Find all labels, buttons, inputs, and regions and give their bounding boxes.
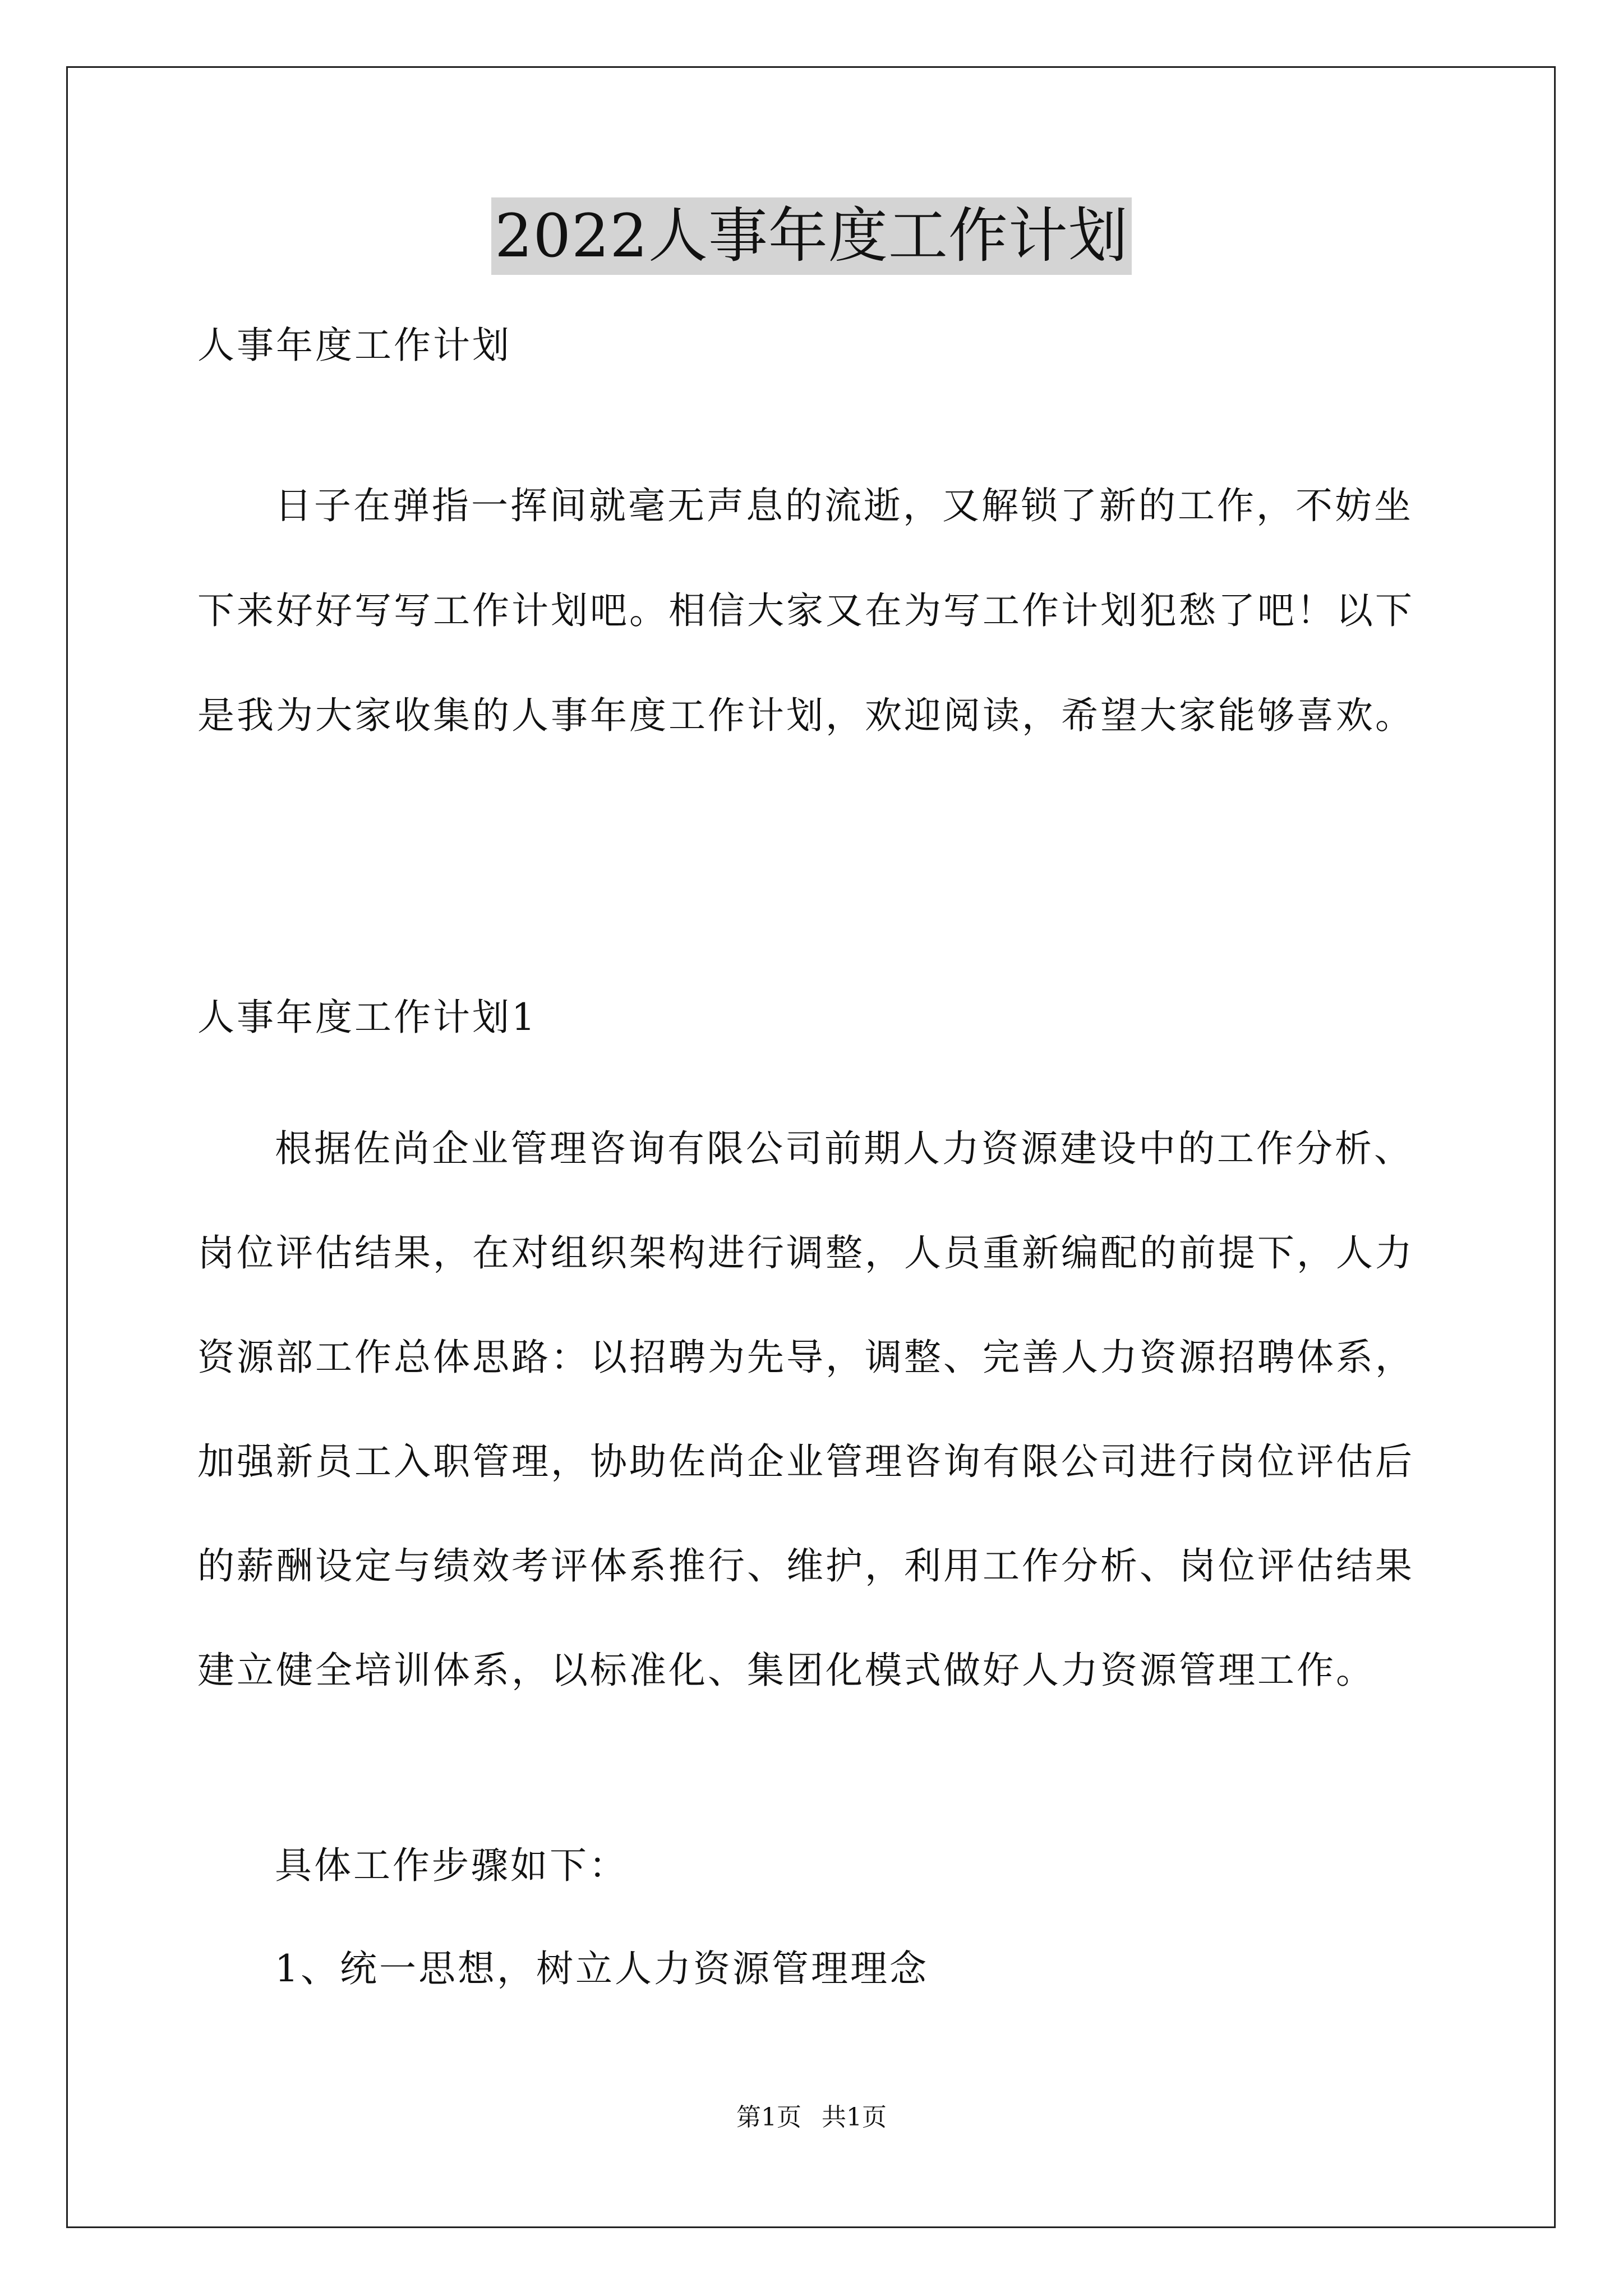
page-number: 第1页 — [736, 2103, 801, 2132]
title-area — [0, 197, 1623, 275]
intro-paragraph: 日子在弹指一挥间就毫无声息的流逝，又解锁了新的工作，不妨坐下来好好写写工作计划吧。相信大家又在为写工作计划犯愁了吧！以下是我为大家收集的人事年度工作计划，欢迎阅读，希望大家能够喜欢。 — [197, 484, 1414, 737]
page-footer — [0, 2101, 1623, 2134]
steps-intro: 具体工作步骤如下： — [275, 1844, 628, 1887]
document-subtitle: 人事年度工作计划 — [197, 324, 511, 367]
section-heading: 人事年度工作计划1 — [197, 996, 537, 1039]
step-item: 1、统一思想，树立人力资源管理理念 — [275, 1947, 929, 1990]
document-title: 2022人事年度工作计划 — [491, 197, 1132, 275]
page-total: 共1页 — [822, 2103, 887, 2132]
section-paragraph: 根据佐尚企业管理咨询有限公司前期人力资源建设中的工作分析、岗位评估结果，在对组织架构进行调整，人员重新编配的前提下，人力资源部工作总体思路：以招聘为先导，调整、完善人力资源招聘体系，加强新员工入职管理，协助佐尚企业管理咨询有限公司进行岗位评估后的薪酬设定与绩效考评体系推行、维护，利用工作分析、岗位评估结果建立健全培训体系，以标准化、集团化模式做好人力资源管理工作。 — [197, 1127, 1414, 1692]
